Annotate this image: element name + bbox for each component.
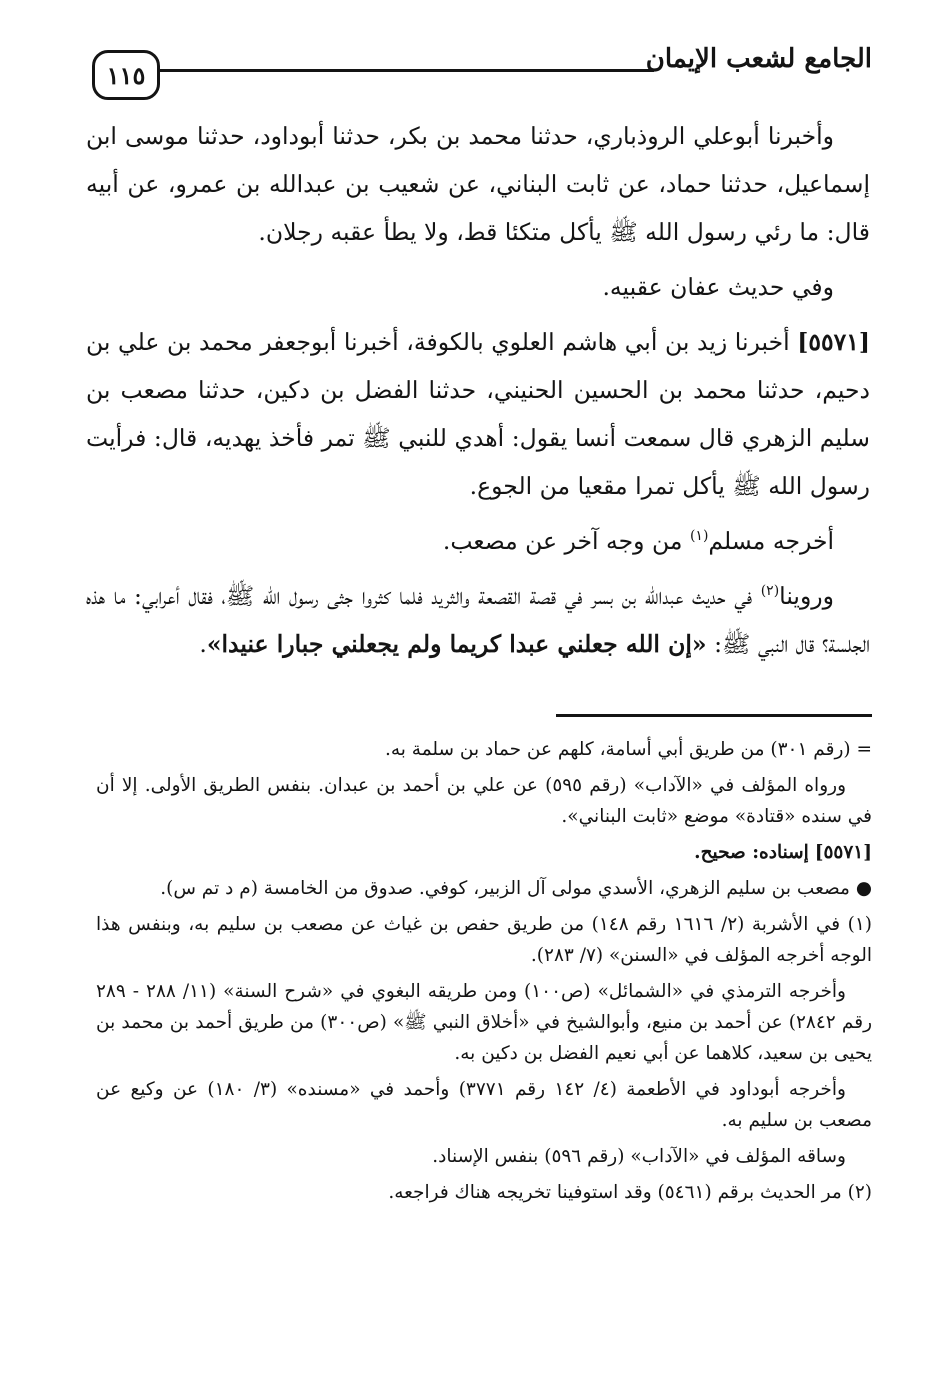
paragraph-3-text: أخبرنا زيد بن أبي هاشم العلوي بالكوفة، أخبرنا أبوجعفر محمد بن علي بن دحيم، حدثنا محمد بن الحسين الحنيني، حدثنا الفضل بن دكين، حدثنا مصعب بن سليم الزهري قال سمعت أنسا يقول: أهدي للنبي ﷺ تمر فأخذ يهديه، قال: فرأيت رسول الله ﷺ يأكل تمرا مقعيا من الجوع.	[86, 328, 870, 500]
isnad-ref: [٥٥٧١]	[814, 842, 872, 863]
paragraph-3	[86, 318, 870, 510]
footnote-1-abudawud: وأخرجه أبوداود في الأطعمة (٤/ ١٤٢ رقم ٣٧٧١) وأحمد في «مسنده» (٣/ ١٨٠) عن وكيع عن مصعب بن سليم به.	[96, 1079, 872, 1131]
header-rule	[160, 69, 654, 72]
page-header	[92, 38, 872, 108]
footnote-2: (٢) مر الحديث برقم (٥٤٦١) وقد استوفينا تخريجه هناك فراجعه.	[388, 1182, 872, 1203]
paragraph-1: وأخبرنا أبوعلي الروذباري، حدثنا محمد بن بكر، حدثنا أبوداود، حدثنا موسى ابن إسماعيل، حدثنا حماد، عن ثابت البناني، عن شعيب بن عبدالله بن عمرو، عن أبيه قال: ما رئي رسول الله ﷺ يأكل متكئا قط، ولا يطأ عقبه رجلان.	[86, 122, 870, 246]
paragraph-4	[86, 517, 870, 565]
paragraph-5-start: وروينا	[779, 582, 834, 610]
footnote-marker-2: (٢)	[760, 583, 780, 600]
main-text	[86, 112, 870, 675]
footnote-separator	[556, 714, 872, 717]
paragraph-2: وفي حديث عفان عقبيه.	[602, 273, 834, 301]
running-title: الجامع لشعب الإيمان	[645, 44, 872, 74]
paragraph-5	[86, 572, 870, 668]
footnotes	[96, 734, 872, 1213]
page-number: ١١٥	[106, 60, 146, 90]
isnad-grade	[96, 837, 872, 868]
paragraph-5-middle: في حديث عبدالله بن بسر في قصة القصعة والثريد فلما كثروا جثى رسول الله ﷺ، فقال أعرابي: ما هذه الجلسة؟ قال النبي ﷺ:	[86, 582, 870, 658]
narrator-note: ● مصعب بن سليم الزهري، الأسدي مولى آل الزبير، كوفي. صدوق من الخامسة (م د تم س).	[160, 878, 872, 899]
paragraph-4-start: أخرجه مسلم	[708, 527, 834, 555]
prophetic-quote: «إن الله جعلني عبدا كريما ولم يجعلني جبارا عنيدا»	[206, 630, 707, 658]
footnote-1: (١) في الأشربة (٢/ ١٦١٦ رقم ١٤٨) من طريق حفص بن غياث عن مصعب بن سليم به، وبنفس هذا الوجه أخرجه المؤلف في «السنن» (٧/ ٢٨٣).	[96, 914, 872, 966]
footnote-1-adab: وساقه المؤلف في «الآداب» (رقم ٥٩٦) بنفس الإسناد.	[432, 1146, 846, 1167]
footnote-1-tirmidhi: وأخرجه الترمذي في «الشمائل» (ص١٠٠) ومن طريقه البغوي في «شرح السنة» (١١/ ٢٨٨ - ٢٨٩ رقم ٢٨٤٢) عن أحمد بن منيع، وأبوالشيخ في «أخلاق النبي ﷺ» (ص٣٠٠) من طريق أحمد بن محمد بن يحيى بن سعيد، كلاهما عن أبي نعيم الفضل بن دكين به.	[96, 981, 872, 1064]
footnote-adab: ورواه المؤلف في «الآداب» (رقم ٥٩٥) عن علي بن أحمد بن عبدان. بنفس الطريق الأولى. إلا أن في سنده «قتادة» موضع «ثابت البناني».	[96, 775, 872, 827]
footnote-continuation: = (رقم ٣٠١) من طريق أبي أسامة، كلهم عن حماد بن سلمة به.	[384, 739, 872, 760]
footnote-marker-1: (١)	[689, 528, 709, 545]
page-number-box	[92, 50, 160, 100]
isnad-text: إسناده: صحيح.	[694, 842, 809, 863]
paragraph-4-end: من وجه آخر عن مصعب.	[442, 527, 690, 555]
paragraph-5-end: .	[199, 630, 207, 658]
hadith-number: [٥٥٧١]	[797, 328, 870, 356]
